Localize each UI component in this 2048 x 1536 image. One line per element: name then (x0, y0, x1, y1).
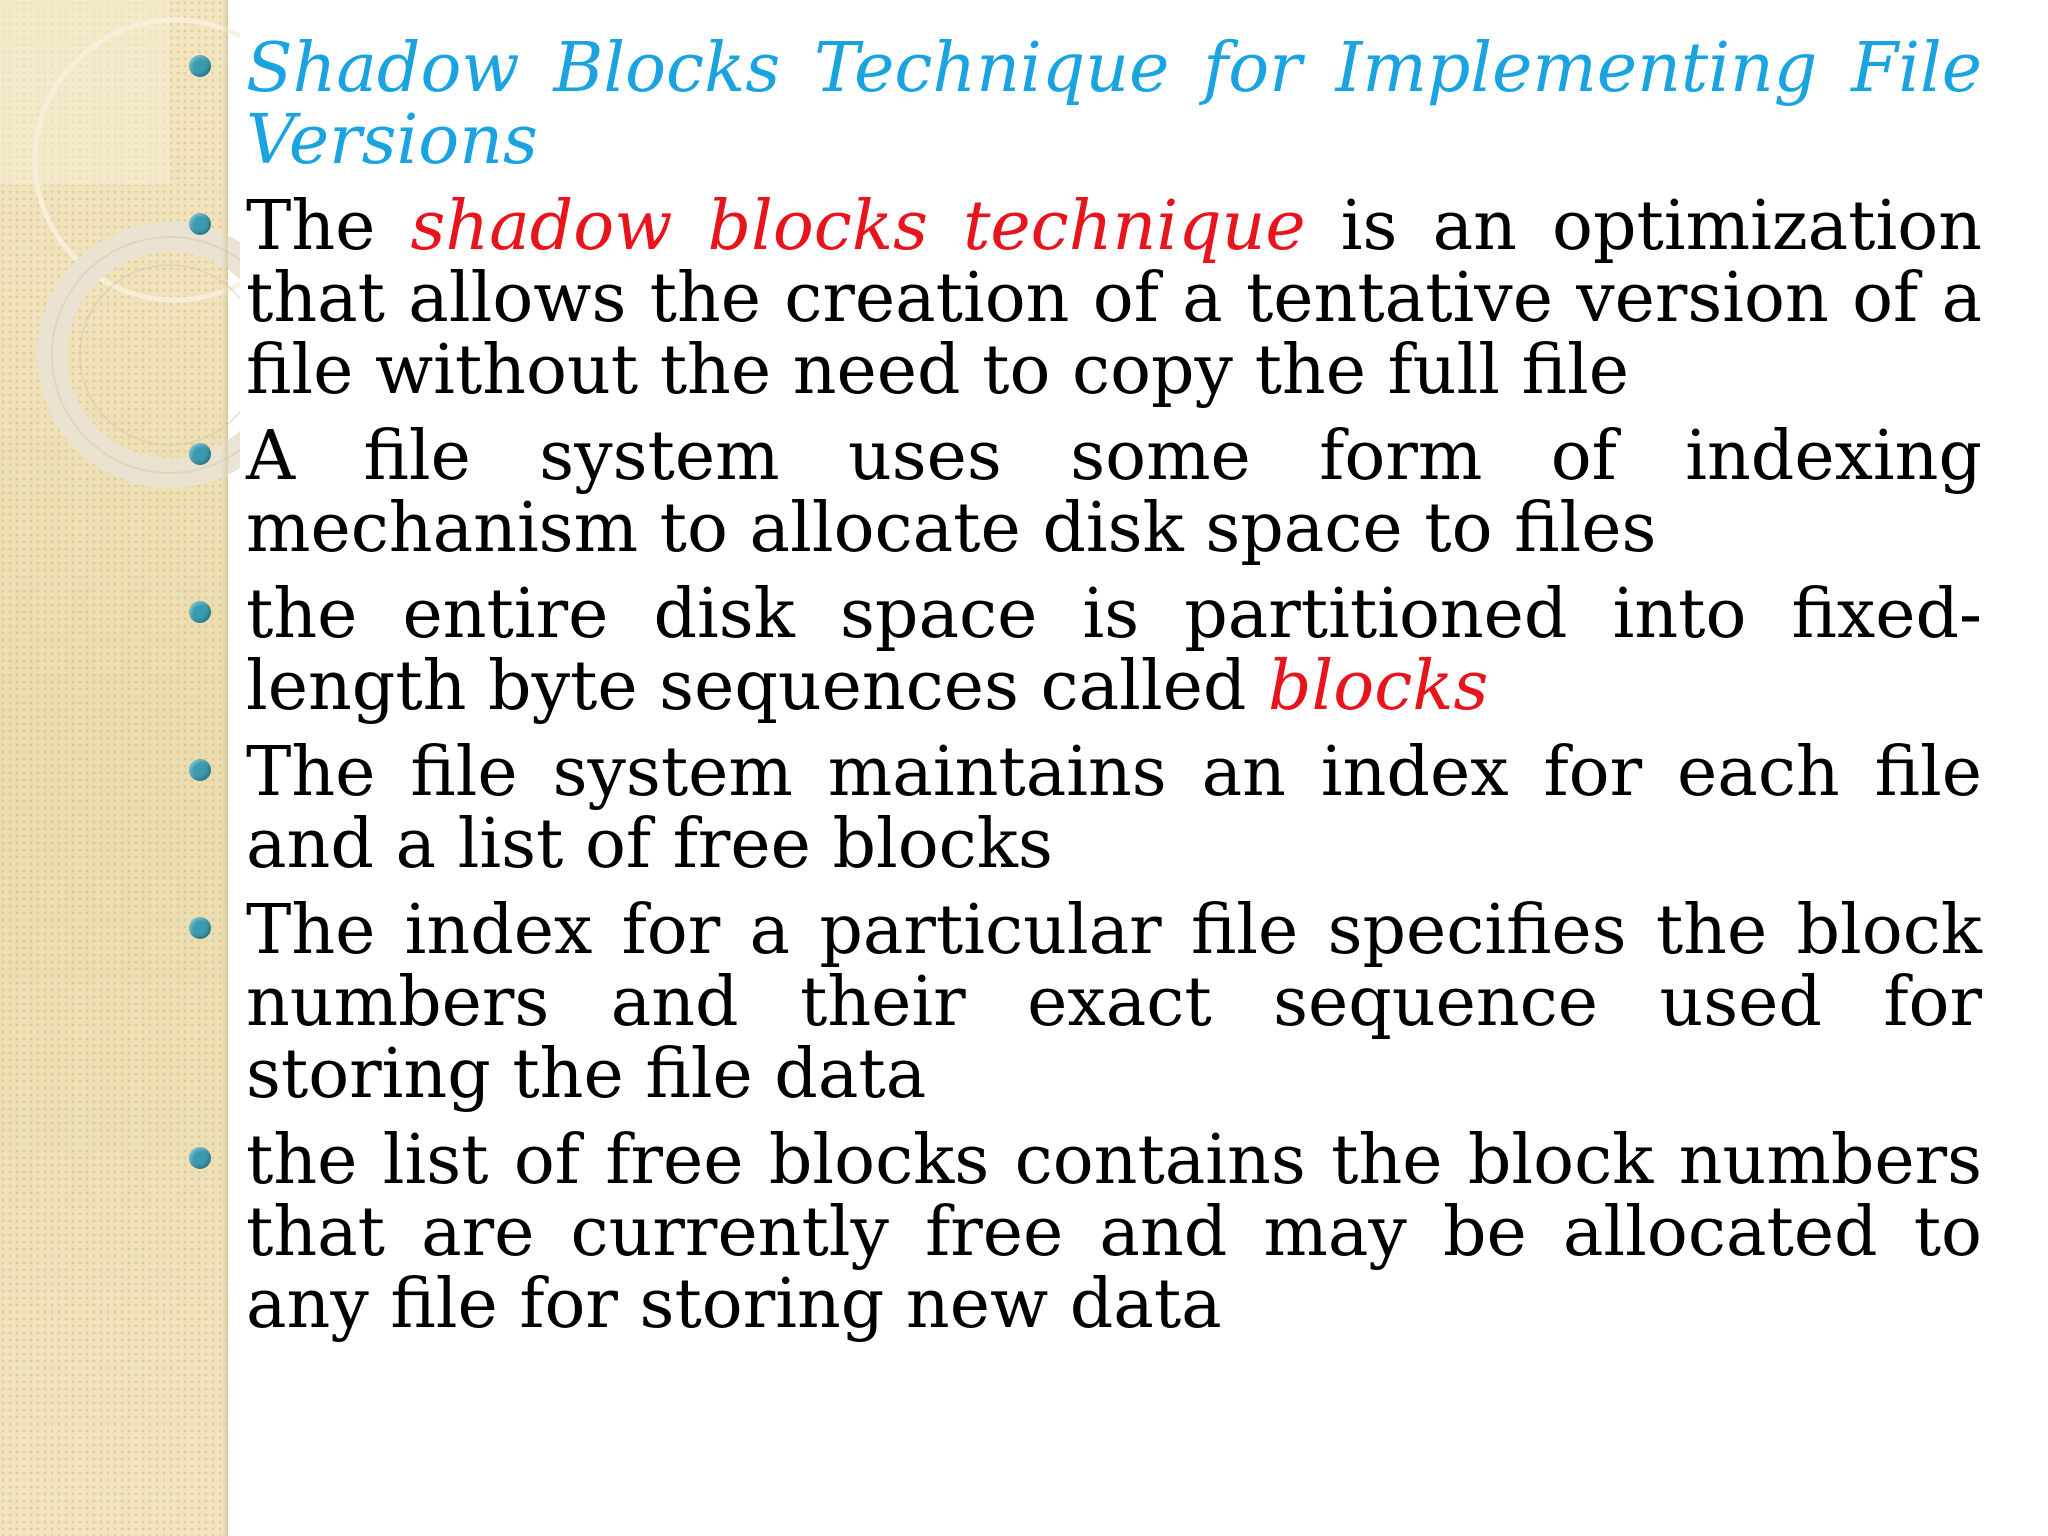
bullet-text-after: is an optimization that allows the creation of a tentative version of a file without the need to copy the full file (246, 187, 1982, 410)
bullet-item-1 (246, 187, 1982, 410)
bullet-dot-icon (189, 759, 211, 781)
bullet-dot-icon (189, 601, 211, 623)
bullet-text: The file system maintains an index for each file and a list of free blocks (246, 733, 1982, 884)
bullet-item-3 (246, 575, 1982, 726)
slide-heading (246, 29, 1982, 180)
bullet-text-before: the entire disk space is partitioned into fixed-length byte sequences called (246, 575, 1982, 726)
bullet-text: A file system uses some form of indexing mechanism to allocate disk space to files (246, 417, 1982, 568)
bullet-item-5 (246, 891, 1982, 1114)
bullet-item-4 (246, 733, 1982, 884)
bullet-dot-icon (189, 1147, 211, 1169)
bullet-dot-icon (189, 917, 211, 939)
bullet-text-before: The (246, 187, 411, 266)
bullet-item-6 (246, 1121, 1982, 1344)
heading-text: Shadow Blocks Technique for Implementing File Versions (246, 29, 1982, 180)
bullet-dot-icon (189, 213, 211, 235)
decorative-rings-icon (0, 0, 240, 520)
bullet-emphasis: blocks (1268, 647, 1489, 726)
bullet-text: The index for a particular file specifies the block numbers and their exact sequence used for storing the file data (246, 891, 1982, 1114)
bullet-item-2 (246, 417, 1982, 568)
bullet-text: the list of free blocks contains the block numbers that are currently free and may be allocated to any file for storing new data (246, 1121, 1982, 1344)
slide-content (246, 29, 1982, 1355)
bullet-dot-icon (189, 55, 211, 77)
bullet-emphasis: shadow blocks technique (410, 187, 1306, 266)
bullet-dot-icon (189, 443, 211, 465)
